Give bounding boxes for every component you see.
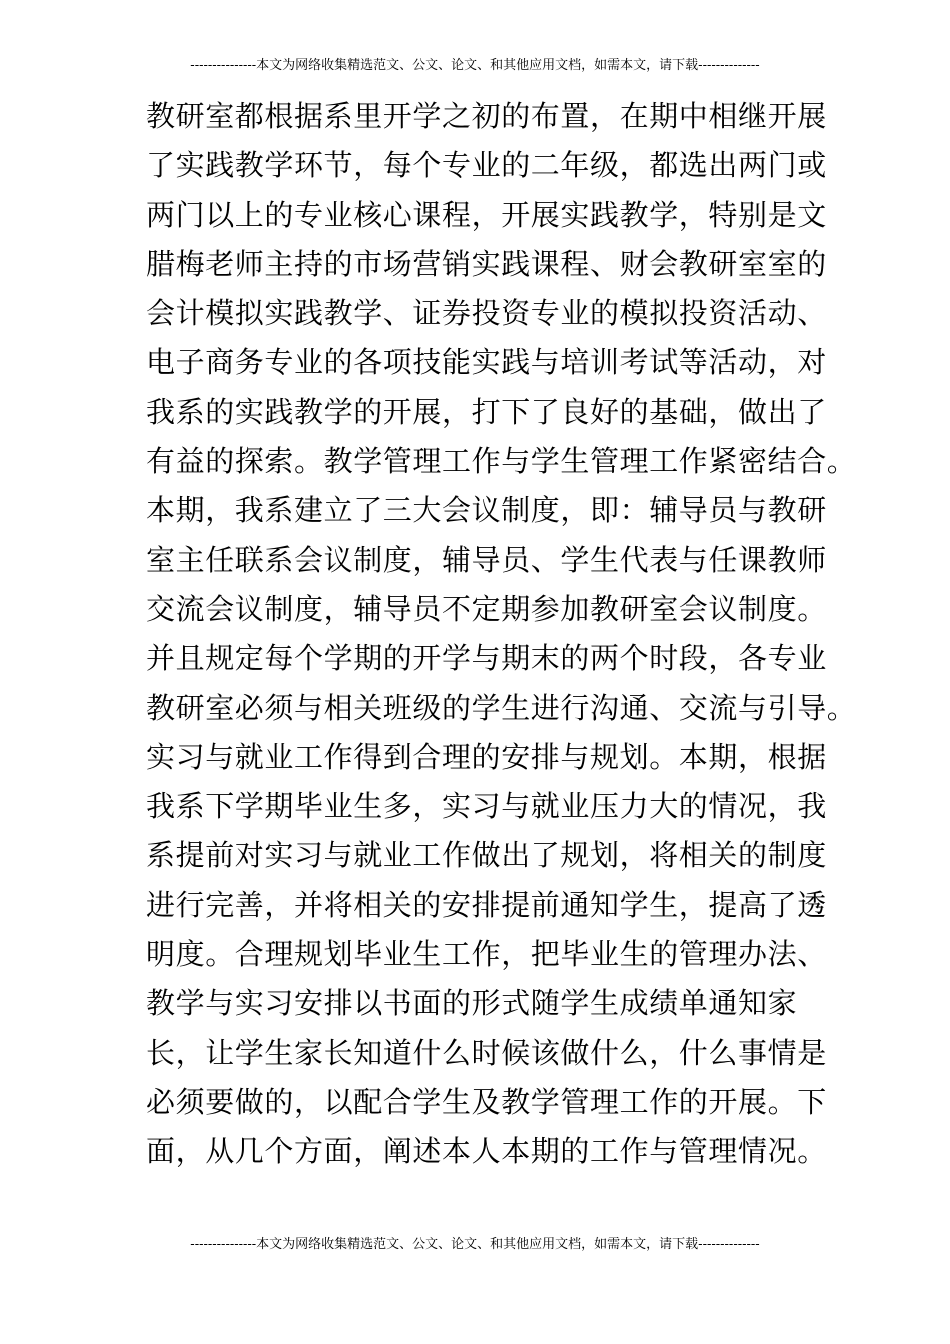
body-line: 长，让学生家长知道什么时候该做什么，什么事情是: [146, 1035, 827, 1070]
body-line: 必须要做的，以配合学生及教学管理工作的开展。下: [146, 1084, 827, 1119]
body-line: 我系下学期毕业生多，实习与就业压力大的情况，我: [146, 789, 827, 824]
body-line: 教学与实习安排以书面的形式随学生成绩单通知家: [146, 986, 798, 1021]
footer-banner: ---------------本文为网络收集精选范文、公文、论文、和其他应用文档，如需本文，请下载--------------: [190, 1237, 760, 1252]
body-line: 教研室都根据系里开学之初的布置，在期中相继开展: [146, 99, 827, 133]
body-line: 两门以上的专业核心课程，开展实践教学，特别是文: [146, 197, 827, 232]
header-banner: ---------------本文为网络收集精选范文、公文、论文、和其他应用文档，如需本文，请下载--------------: [190, 58, 760, 73]
body-line: 我系的实践教学的开展，打下了良好的基础，做出了: [146, 394, 827, 429]
body-line: 腊梅老师主持的市场营销实践课程、财会教研室室的: [146, 246, 827, 281]
body-line: 了实践教学环节，每个专业的二年级，都选出两门或: [146, 148, 827, 183]
body-line: 室主任联系会议制度，辅导员、学生代表与任课教师: [146, 542, 827, 577]
document-body: [146, 92, 857, 1177]
body-line: 系提前对实习与就业工作做出了规划，将相关的制度: [146, 838, 827, 873]
body-line: 本期，我系建立了三大会议制度，即：辅导员与教研: [146, 493, 827, 528]
body-line: 教研室必须与相关班级的学生进行沟通、交流与引导。: [146, 690, 857, 725]
body-line: 电子商务专业的各项技能实践与培训考试等活动，对: [146, 345, 827, 380]
body-line: 有益的探索。教学管理工作与学生管理工作紧密结合。: [146, 444, 857, 479]
body-line: 交流会议制度，辅导员不定期参加教研室会议制度。: [146, 591, 827, 626]
body-line: 进行完善，并将相关的安排提前通知学生，提高了透: [146, 887, 827, 922]
body-line: 并且规定每个学期的开学与期末的两个时段，各专业: [146, 641, 827, 676]
body-line: 面，从几个方面，阐述本人本期的工作与管理情况。: [146, 1134, 827, 1169]
body-line: 实习与就业工作得到合理的安排与规划。本期，根据: [146, 739, 827, 774]
body-line: 会计模拟实践教学、证券投资专业的模拟投资活动、: [146, 296, 827, 331]
body-line: 明度。合理规划毕业生工作，把毕业生的管理办法、: [146, 937, 827, 972]
